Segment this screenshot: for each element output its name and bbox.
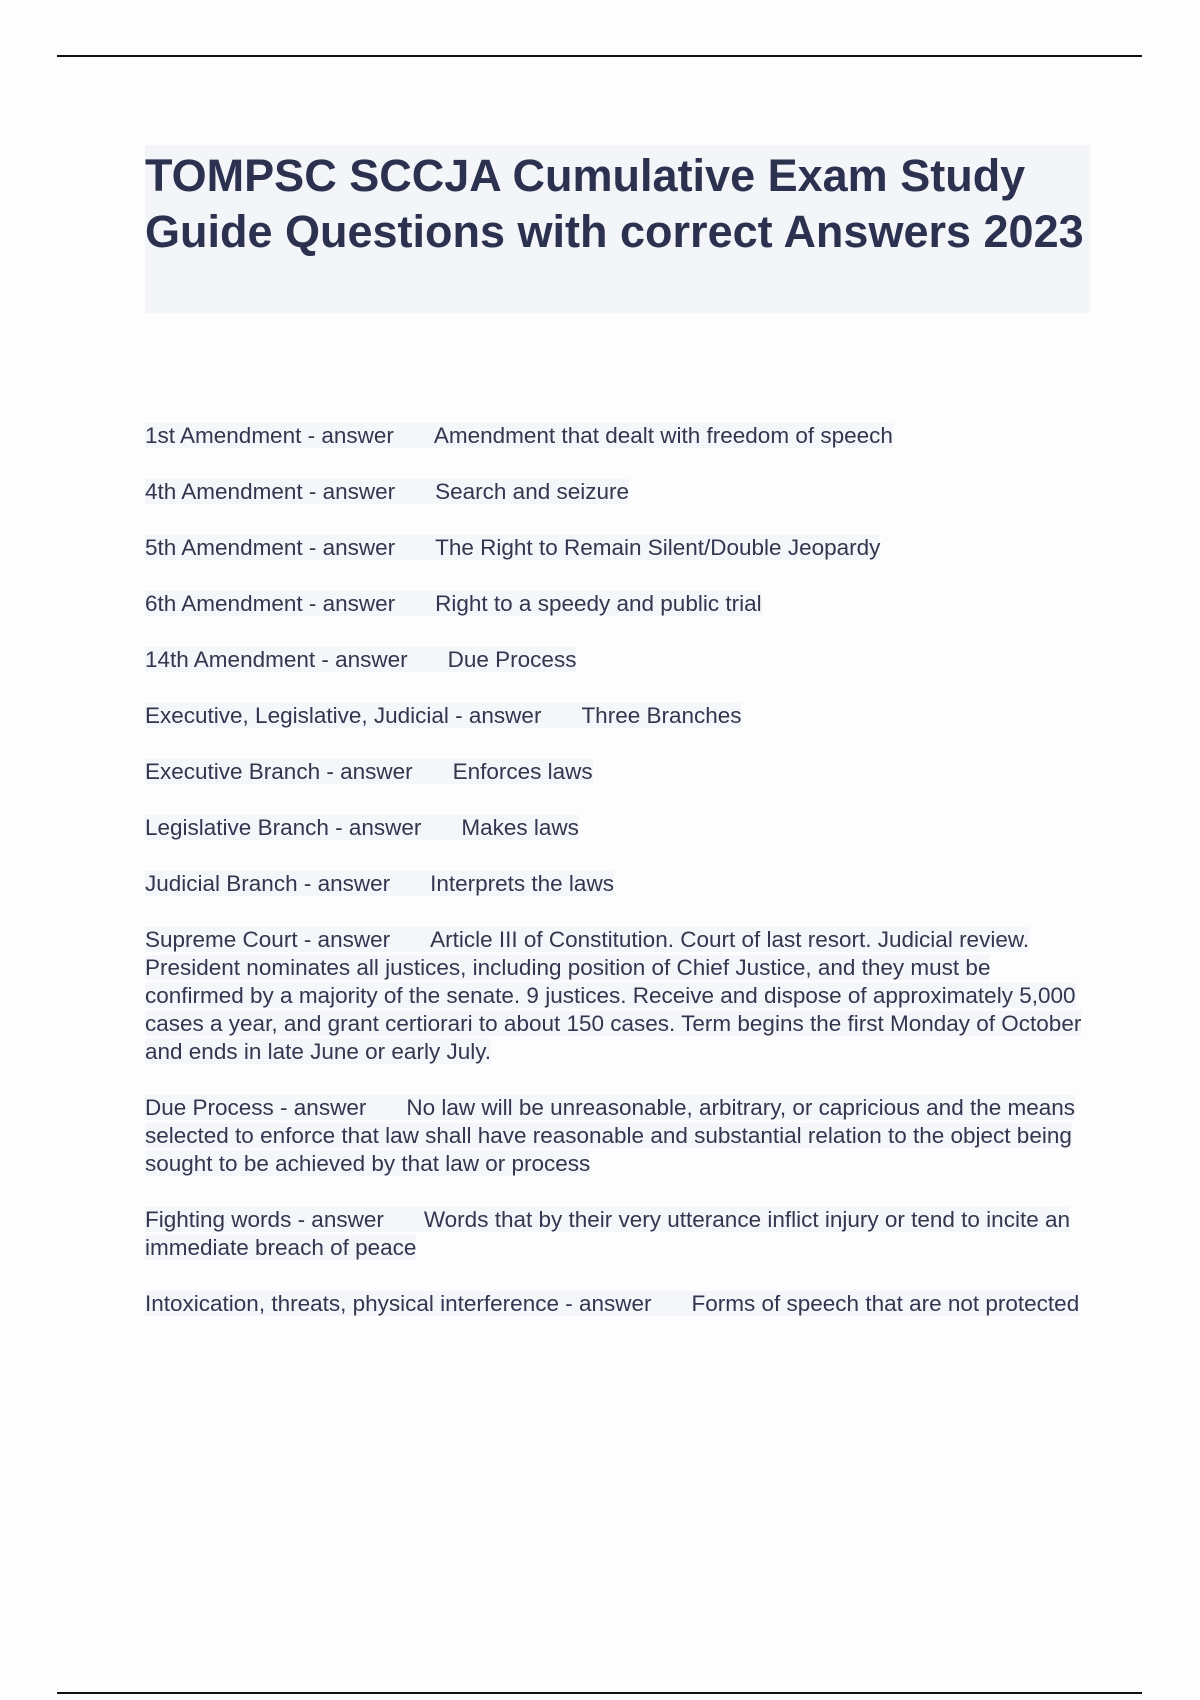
- entry-list: [145, 422, 1090, 1346]
- bottom-rule: [57, 1692, 1142, 1694]
- entry-answer: Right to a speedy and public trial: [435, 591, 762, 616]
- list-item: [145, 870, 1090, 898]
- entry-term: Fighting words - answer: [145, 1207, 384, 1232]
- entry-answer: Due Process: [447, 647, 577, 672]
- entry-answer: Three Branches: [581, 703, 742, 728]
- entry-term: 5th Amendment - answer: [145, 535, 396, 560]
- entry-answer: Article III of Constitution. Court of last resort. Judicial review. President nominates all justices, including position of Chief Justice, and they must be confirmed by a majority of the senate. 9 justices. Receive and dispose of approximately 5,000 cases a year, and grant certiorari to about 150 cases. Term begins the first Monday of October and ends in late June or early July.: [145, 927, 1082, 1064]
- title-block: [145, 145, 1090, 313]
- entry-answer: Forms of speech that are not protected: [691, 1291, 1080, 1316]
- entry-term: Supreme Court - answer: [145, 927, 391, 952]
- entry-term: 1st Amendment - answer: [145, 423, 394, 448]
- list-item: [145, 926, 1090, 1066]
- list-item: [145, 758, 1090, 786]
- list-item: [145, 422, 1090, 450]
- entry-answer: The Right to Remain Silent/Double Jeopardy: [435, 535, 881, 560]
- entry-term: Intoxication, threats, physical interference - answer: [145, 1291, 652, 1316]
- top-rule: [57, 55, 1142, 57]
- list-item: [145, 1290, 1090, 1318]
- entry-term: Executive Branch - answer: [145, 759, 413, 784]
- entry-answer: No law will be unreasonable, arbitrary, or capricious and the means selected to enforce that law shall have reasonable and substantial relation to the object being sought to be achieved by that law or process: [145, 1095, 1076, 1176]
- entry-answer: Words that by their very utterance inflict injury or tend to incite an immediate breach of peace: [145, 1207, 1070, 1260]
- entry-answer: Amendment that dealt with freedom of speech: [433, 423, 893, 448]
- entry-term: 4th Amendment - answer: [145, 479, 396, 504]
- page-title: TOMPSC SCCJA Cumulative Exam Study Guide Questions with correct Answers 2023: [145, 150, 1084, 257]
- entry-answer: Interprets the laws: [430, 871, 614, 896]
- entry-term: Due Process - answer: [145, 1095, 367, 1120]
- entry-answer: Search and seizure: [435, 479, 630, 504]
- entry-answer: Makes laws: [461, 815, 579, 840]
- entry-term: Executive, Legislative, Judicial - answer: [145, 703, 542, 728]
- list-item: [145, 814, 1090, 842]
- entry-term: 6th Amendment - answer: [145, 591, 396, 616]
- entry-answer: Enforces laws: [452, 759, 593, 784]
- list-item: [145, 646, 1090, 674]
- list-item: [145, 478, 1090, 506]
- entry-term: Judicial Branch - answer: [145, 871, 391, 896]
- list-item: [145, 1094, 1090, 1178]
- list-item: [145, 702, 1090, 730]
- entry-term: Legislative Branch - answer: [145, 815, 422, 840]
- list-item: [145, 590, 1090, 618]
- list-item: [145, 534, 1090, 562]
- list-item: [145, 1206, 1090, 1262]
- entry-term: 14th Amendment - answer: [145, 647, 408, 672]
